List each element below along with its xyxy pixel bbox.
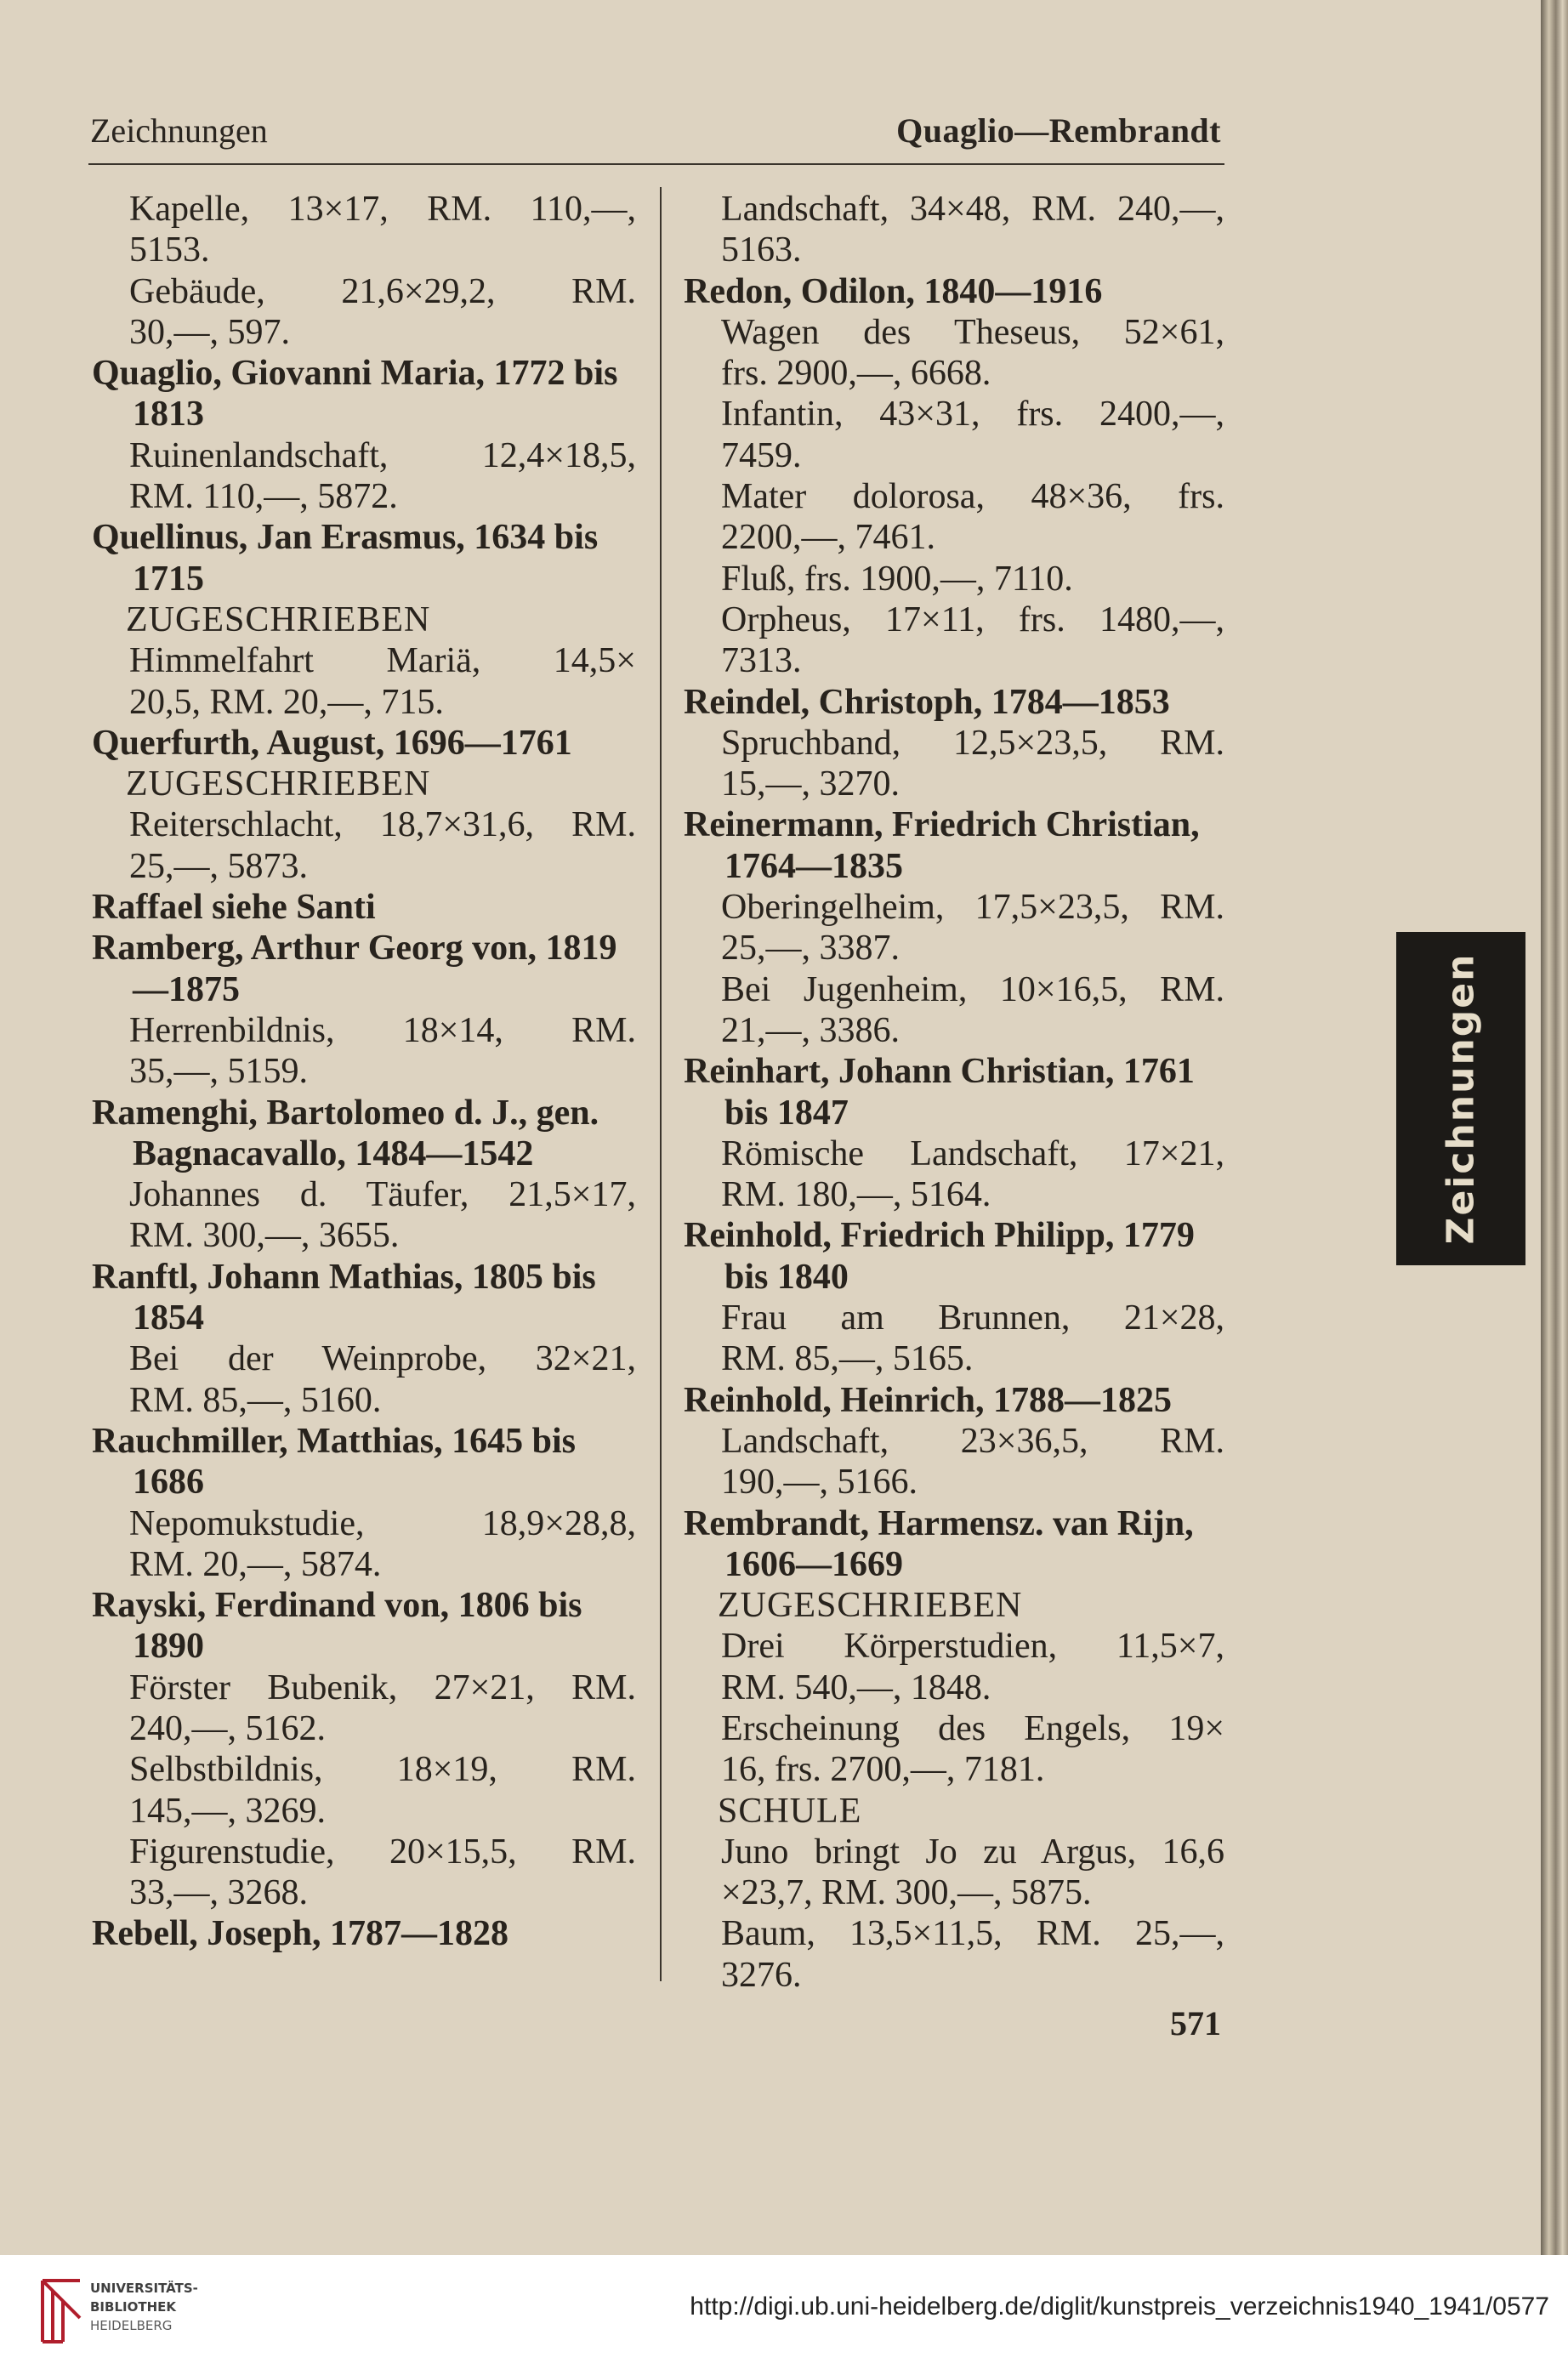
- artist-heading: Rebell, Joseph, 1787—1828: [92, 1914, 509, 1954]
- artwork-entry-continuation: RM. 85,—, 5160.: [129, 1380, 382, 1420]
- artwork-entry: [92, 435, 636, 518]
- artwork-entry: [92, 1338, 636, 1421]
- header-section-title: Zeichnungen: [90, 111, 268, 150]
- artwork-entry-line: Himmelfahrt Mariä, 14,5×: [129, 641, 636, 681]
- artwork-entry-continuation: 20,5, RM. 20,—, 715.: [129, 682, 444, 722]
- artwork-entry: [684, 312, 1224, 395]
- artwork-entry-line: Förster Bubenik, 27×21, RM.: [129, 1667, 636, 1707]
- artist-heading: Ramberg, Arthur Georg von, 1819—1875: [92, 929, 617, 1009]
- artwork-entry: [684, 1913, 1224, 1996]
- artwork-entry-continuation: 240,—, 5162.: [129, 1708, 326, 1748]
- artist-heading: Querfurth, August, 1696—1761: [92, 723, 572, 763]
- artwork-entry-continuation: 25,—, 5873.: [129, 846, 308, 886]
- artist-heading: Rayski, Ferdinand von, 1806 bis 1890: [92, 1586, 582, 1667]
- library-logo-icon: [36, 2274, 88, 2347]
- artwork-entry: [684, 394, 1224, 476]
- artist-heading: Reinhart, Johann Christian, 1761 bis 1847: [684, 1052, 1195, 1133]
- artwork-entry-continuation: RM. 540,—, 1848.: [721, 1667, 991, 1707]
- artwork-entry-continuation: 25,—, 3387.: [721, 929, 900, 969]
- column-divider: [660, 187, 662, 1981]
- artwork-entry-line: Drei Körperstudien, 11,5×7,: [721, 1627, 1224, 1667]
- artwork-entry: [684, 476, 1224, 559]
- artist-heading: Ramenghi, Bartolomeo d. J., gen. Bagnacavallo, 1484—1542: [92, 1093, 599, 1173]
- artwork-entry-continuation: 3276.: [721, 1955, 802, 1995]
- artwork-entry: [684, 1708, 1224, 1791]
- artwork-entry: [684, 1133, 1224, 1216]
- artist-heading: Quellinus, Jan Erasmus, 1634 bis 1715: [92, 518, 599, 599]
- page-number: 571: [1170, 2004, 1221, 2042]
- artist-heading: Reinhold, Friedrich Philipp, 1779 bis 1840: [684, 1216, 1195, 1297]
- artwork-entry: [92, 804, 636, 887]
- artwork-entry-line: Gebäude, 21,6×29,2, RM.: [129, 271, 636, 311]
- artist-heading: Redon, Odilon, 1840—1916: [684, 271, 1103, 311]
- header-rule: [88, 163, 1224, 165]
- artwork-entry: [684, 189, 1224, 271]
- right-column: [684, 189, 1224, 1996]
- attribution-label: ZUGESCHRIEBEN: [126, 599, 431, 639]
- artwork-entry-continuation: RM. 20,—, 5874.: [129, 1544, 382, 1584]
- attribution-label: SCHULE: [718, 1791, 862, 1831]
- logo-line-2: BIBLIOTHEK: [90, 2299, 176, 2315]
- artwork-entry-line: Landschaft, 23×36,5, RM.: [721, 1421, 1224, 1461]
- source-url[interactable]: http://digi.ub.uni-heidelberg.de/diglit/kunstpreis_verzeichnis1940_1941/0577: [690, 2292, 1549, 2321]
- artwork-entry-line: Oberingelheim, 17,5×23,5, RM.: [721, 888, 1224, 928]
- artist-heading: Reindel, Christoph, 1784—1853: [684, 682, 1170, 722]
- artwork-entry-continuation: 5163.: [721, 230, 802, 270]
- artwork-entry-line: Orpheus, 17×11, frs. 1480,—,: [721, 599, 1224, 639]
- artwork-entry-continuation: RM. 85,—, 5165.: [721, 1339, 974, 1379]
- artwork-entry-continuation: 30,—, 597.: [129, 312, 290, 352]
- artwork-entry-continuation: RM. 300,—, 3655.: [129, 1216, 400, 1256]
- artwork-entry-line: Infantin, 43×31, frs. 2400,—,: [721, 395, 1224, 435]
- artwork-entry-continuation: ×23,7, RM. 300,—, 5875.: [721, 1873, 1092, 1913]
- artwork-entry-line: Baum, 13,5×11,5, RM. 25,—,: [721, 1914, 1224, 1954]
- artwork-entry-continuation: 16, frs. 2700,—, 7181.: [721, 1750, 1045, 1790]
- artwork-entry: [684, 1421, 1224, 1503]
- artwork-entry-continuation: 33,—, 3268.: [129, 1873, 308, 1913]
- artwork-entry: [92, 1503, 636, 1586]
- artwork-entry: [684, 887, 1224, 969]
- artist-heading: Reinermann, Friedrich Christian, 1764—1835: [684, 805, 1200, 886]
- artwork-entry-line: Figurenstudie, 20×15,5, RM.: [129, 1832, 636, 1872]
- artwork-entry-continuation: 7459.: [721, 435, 802, 475]
- artwork-entry-line: Bei der Weinprobe, 32×21,: [129, 1339, 636, 1379]
- artwork-entry: [684, 559, 1224, 599]
- artist-heading: Rembrandt, Harmensz. van Rijn, 1606—1669: [684, 1503, 1194, 1584]
- artwork-entry-line: Bei Jugenheim, 10×16,5, RM.: [721, 969, 1224, 1009]
- artwork-entry: [684, 723, 1224, 805]
- header-name-range: Quaglio—Rembrandt: [896, 111, 1221, 150]
- attribution-label: ZUGESCHRIEBEN: [718, 1586, 1023, 1626]
- artwork-entry-line: Landschaft, 34×48, RM. 240,—,: [721, 190, 1224, 229]
- artwork-entry-continuation: 15,—, 3270.: [721, 764, 900, 804]
- artwork-entry-line: Fluß, frs. 1900,—, 7110.: [721, 559, 1073, 599]
- artist-heading: Reinhold, Heinrich, 1788—1825: [684, 1380, 1173, 1420]
- artwork-entry: [684, 1626, 1224, 1708]
- artwork-entry-continuation: 5153.: [129, 230, 210, 270]
- artwork-entry-continuation: frs. 2900,—, 6668.: [721, 354, 991, 394]
- artwork-entry-continuation: RM. 110,—, 5872.: [129, 477, 398, 517]
- artwork-entry-line: Spruchband, 12,5×23,5, RM.: [721, 723, 1224, 763]
- artwork-entry: [92, 1010, 636, 1093]
- artwork-entry: [684, 969, 1224, 1052]
- artwork-entry: [684, 1298, 1224, 1380]
- artwork-entry-line: Römische Landschaft, 17×21,: [721, 1133, 1224, 1173]
- artwork-entry: [92, 1667, 636, 1750]
- artwork-entry-line: Herrenbildnis, 18×14, RM.: [129, 1010, 636, 1050]
- artwork-entry-continuation: 145,—, 3269.: [129, 1791, 326, 1831]
- artwork-entry-line: Wagen des Theseus, 52×61,: [721, 312, 1224, 352]
- artwork-entry-line: Johannes d. Täufer, 21,5×17,: [129, 1175, 636, 1215]
- logo-line-3: HEIDELBERG: [90, 2318, 173, 2333]
- artwork-entry: [92, 1749, 636, 1832]
- artist-heading: Rauchmiller, Matthias, 1645 bis 1686: [92, 1421, 576, 1503]
- artwork-entry-line: Juno bringt Jo zu Argus, 16,6: [721, 1832, 1224, 1872]
- artwork-entry: [684, 1832, 1224, 1914]
- running-header: [90, 111, 1221, 165]
- artwork-entry-line: Frau am Brunnen, 21×28,: [721, 1298, 1224, 1338]
- artist-heading: Quaglio, Giovanni Maria, 1772 bis 1813: [92, 354, 618, 435]
- artwork-entry: [92, 1832, 636, 1914]
- artwork-entry: [92, 640, 636, 723]
- footer-bar: [0, 2255, 1568, 2369]
- artist-heading: Ranftl, Johann Mathias, 1805 bis 1854: [92, 1257, 596, 1338]
- logo-line-1: UNIVERSITÄTS-: [90, 2281, 198, 2296]
- artwork-entry-continuation: 7313.: [721, 641, 802, 681]
- artwork-entry-line: Selbstbildnis, 18×19, RM.: [129, 1750, 636, 1790]
- artwork-entry-line: Erscheinung des Engels, 19×: [721, 1708, 1224, 1748]
- left-column: [92, 189, 636, 1955]
- artwork-entry-continuation: RM. 180,—, 5164.: [721, 1175, 991, 1215]
- attribution-label: ZUGESCHRIEBEN: [126, 764, 431, 804]
- artwork-entry-continuation: 2200,—, 7461.: [721, 518, 935, 558]
- artwork-entry: [92, 1174, 636, 1257]
- artwork-entry-continuation: 190,—, 5166.: [721, 1463, 918, 1503]
- artwork-entry: [92, 189, 636, 271]
- artwork-entry-continuation: 35,—, 5159.: [129, 1052, 308, 1092]
- thumb-index-tab: [1396, 932, 1525, 1265]
- artwork-entry-line: Nepomukstudie, 18,9×28,8,: [129, 1503, 636, 1543]
- artwork-entry-line: Reiterschlacht, 18,7×31,6, RM.: [129, 805, 636, 845]
- book-edge: [1541, 0, 1568, 2255]
- artwork-entry-line: Mater dolorosa, 48×36, frs.: [721, 477, 1224, 517]
- artwork-entry: [92, 271, 636, 354]
- artwork-entry-continuation: 21,—, 3386.: [721, 1010, 900, 1050]
- artwork-entry: [684, 599, 1224, 682]
- library-logo-text: [90, 2279, 198, 2335]
- artwork-entry-line: Ruinenlandschaft, 12,4×18,5,: [129, 435, 636, 475]
- artist-heading: Raffael siehe Santi: [92, 888, 376, 928]
- artwork-entry-line: Kapelle, 13×17, RM. 110,—,: [129, 190, 636, 229]
- thumb-index-label: Zeichnungen: [1439, 952, 1483, 1245]
